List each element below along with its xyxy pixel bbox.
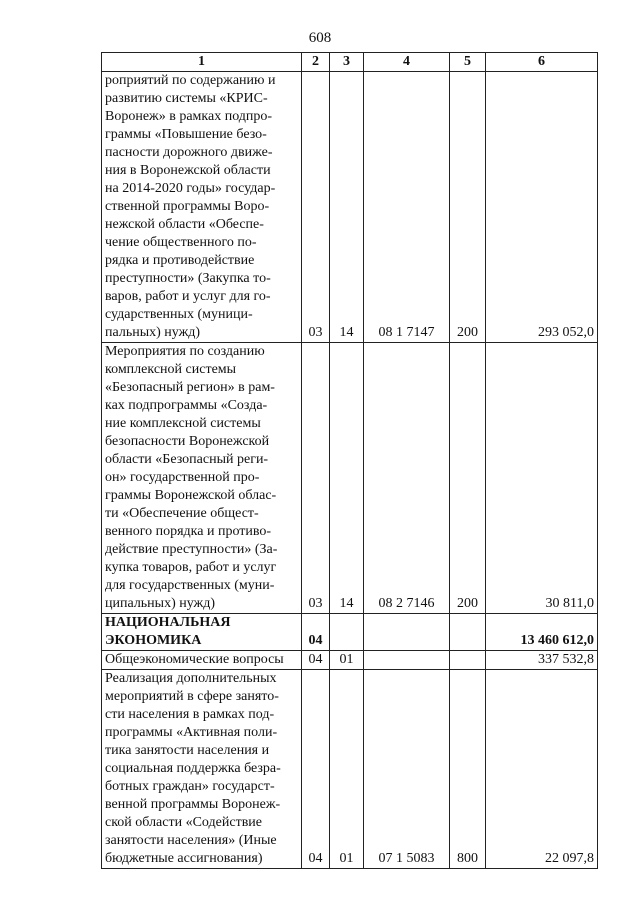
column-header: 2 [302, 53, 330, 72]
expense-type-code: 200 [450, 72, 486, 343]
row-description: роприятий по содержанию и развитию системы «КРИС- Воронеж» в рамках подпро- граммы «Повышение безо- пасности дорожного движе- ния в Воронежской области на 2014-2020 годы» государ- ственной программы Воро- нежской области «Обеспе- чение общественного по- рядка и противодействие преступности» (Закупка то- варов, работ и услуг для го- сударственных (муници- пальных) нужд) [102, 72, 302, 343]
table-row [102, 343, 598, 614]
row-description: Реализация дополнительных мероприятий в сфере занято- сти населения в рамках под- программы «Активная поли- тика занятости населения и социальная поддержка безра- ботных граждан» государст- венной программы Воронеж- ской области «Содействие занятости населения» (Иные бюджетные ассигнования) [102, 670, 302, 869]
table-row [102, 670, 598, 869]
table-row [102, 72, 598, 343]
section-code: 03 [302, 343, 330, 614]
amount: 13 460 612,0 [486, 614, 598, 651]
page-number: 608 [308, 30, 332, 46]
column-header: 3 [330, 53, 364, 72]
subsection-code [330, 614, 364, 651]
section-code: 04 [302, 614, 330, 651]
column-header: 1 [102, 53, 302, 72]
expense-type-code [450, 651, 486, 670]
table-row [102, 651, 598, 670]
target-article-code [364, 651, 450, 670]
amount: 22 097,8 [486, 670, 598, 869]
subsection-code: 14 [330, 72, 364, 343]
section-code: 04 [302, 670, 330, 869]
table-row [102, 614, 598, 651]
expense-type-code: 800 [450, 670, 486, 869]
subsection-code: 01 [330, 651, 364, 670]
target-article-code: 08 2 7146 [364, 343, 450, 614]
column-header: 5 [450, 53, 486, 72]
target-article-code [364, 614, 450, 651]
amount: 30 811,0 [486, 343, 598, 614]
column-header: 4 [364, 53, 450, 72]
amount: 337 532,8 [486, 651, 598, 670]
row-description: Мероприятия по созданию комплексной системы «Безопасный регион» в рам- ках подпрограммы «Созда- ние комплексной системы безопасности Воронежской области «Безопасный реги- он» государственной про- граммы Воронежской облас- ти «Обеспечение общест- венного порядка и противо- действие преступности» (За- купка товаров, работ и услуг для государственных (муни- ципальных) нужд) [102, 343, 302, 614]
row-description: Общеэкономические вопросы [102, 651, 302, 670]
target-article-code: 07 1 5083 [364, 670, 450, 869]
row-description: НАЦИОНАЛЬНАЯ ЭКОНОМИКА [102, 614, 302, 651]
target-article-code: 08 1 7147 [364, 72, 450, 343]
amount: 293 052,0 [486, 72, 598, 343]
section-code: 03 [302, 72, 330, 343]
column-header: 6 [486, 53, 598, 72]
section-code: 04 [302, 651, 330, 670]
table-header-row [102, 53, 598, 72]
expense-type-code [450, 614, 486, 651]
subsection-code: 14 [330, 343, 364, 614]
subsection-code: 01 [330, 670, 364, 869]
expense-type-code: 200 [450, 343, 486, 614]
budget-table [101, 52, 598, 869]
